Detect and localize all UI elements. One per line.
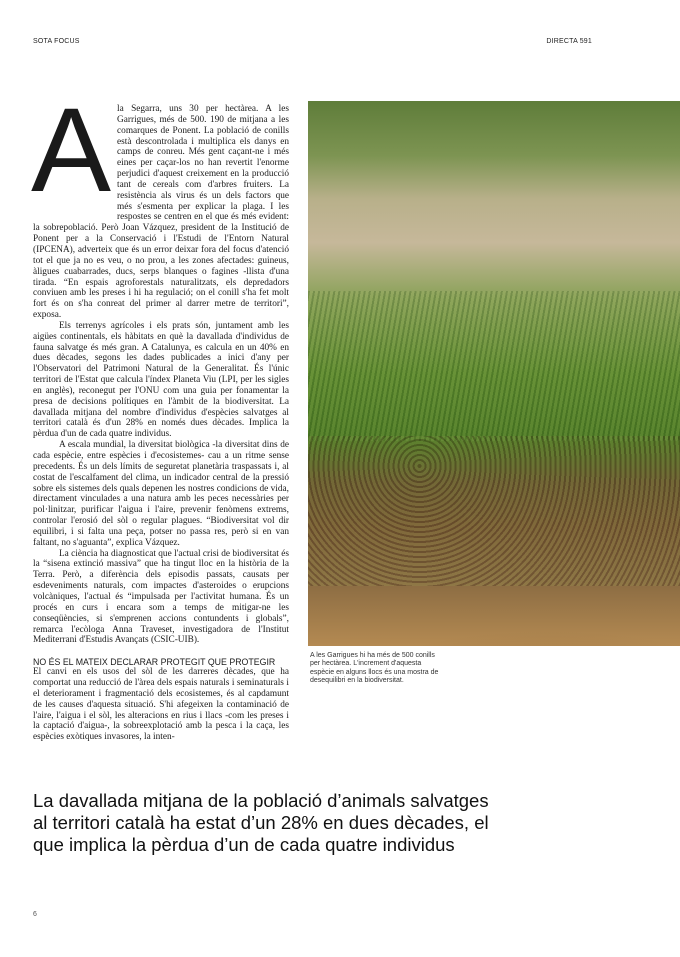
paragraph: El canvi en els usos del sòl de les darreres dècades, que ha comportat una reducció de l'àrea dels espais naturals i seminaturals i el deteriorament i fragmentació dels ecosistemes, és al capdamunt de les causes d'aquesta situació. S'hi afegeixen la contaminació de l'aire, l'aigua i el sòl, les alteracions en rius i llacs -com les preses i la captació d'aigua-, la sobreexplotació amb la pesca i la caça, les espècies exòtiques invasores, la inten- xyxy=(33,667,289,743)
paragraph: A escala mundial, la diversitat biològica -la diversitat dins de cada espècie, entre espècies i d'ecosistemes- cau a un ritme sense precedents. És un dels límits de seguretat planetària traspassats i, al costat de l'escalfament del clima, un indicador central de la pressió sobre els sistemes dels quals depenen les nostres condicions de vida, directament vinculades a una natura amb les peces necessàries per pol·linitzar, purificar l'aigua i l'aire, prevenir fenòmens extrems, controlar l'erosió del sòl o regular plagues. “Biodiversitat vol dir equilibri, i si falta una peça, potser no passa res, però si en van faltant, no s'aguanta”, explica Vázquez. xyxy=(33,440,289,548)
paragraph: Els terrenys agrícoles i els prats són, juntament amb les aigües continentals, els hàbitats en què la davallada d'individus de fauna salvatge és més gran. A Catalunya, es calcula en un 40% en dues dècades, segons les dades publicades a inici d'any per l'Observatori del Patrimoni Natural de la Generalitat. És l'únic territori de l'Estat que calcula l'índex Planeta Viu (LPI, per les sigles en anglès), reconegut per l'ONU com una guia per fonamentar la presa de decisions polítiques en l'àmbit de la biodiversitat. La davallada mitjana del nombre d'individus d'espècies salvatges al territori català és d'un 28% en només dues dècades. Implica la pèrdua d'un de cada quatre individus. xyxy=(33,320,289,440)
pull-quote: La davallada mitjana de la població d’animals salvatges al territori català ha estat d’un 28% en dues dècades, el que implica la pèrdua d’un de cada quatre individus xyxy=(33,790,489,855)
paragraph: la Segarra, uns 30 per hectàrea. A les Garrigues, més de 500. 190 de mitjana a les comarques de Ponent. La població de conills està descontrolada i multiplica els danys en camps de conreu. Més gent caçant-ne i més eines per caçar-los no han revertit l'enorme perjudici d'aquest creixement en la producció tant de cereals com d'arbres fruiters. La resistència als virus és un dels factors que més s'esmenta per explicar la plaga. I les respostes se centren en el que és més evident: la sobrepoblació. Però Joan Vázquez, president de la Institució de Ponent per a la Conservació i l'Estudi de l'Entorn Natural (IPCENA), adverteix que és un error deixar fora del focus d'atenció tot el que ja no es veu, o no prou, a les zones afectades: guineus, àligues cuabarrades, ducs, serps blanques o fagines -llista d'una tirada. “En espais agroforestals naturalitzats, els depredadors conviuen amb les preses i hi ha regulació; on el conill s'ha fet molt fort és on s'ha conreat del primer al darrer metre de territori”, exposa. xyxy=(33,104,289,321)
article-body xyxy=(31,83,289,743)
photo-caption: A les Garrigues hi ha més de 500 conills per hectàrea. L'increment d'aquesta espècie en alguns llocs és una mostra de desequilibri en la biodiversitat. xyxy=(310,652,439,684)
field-photo xyxy=(308,101,680,646)
page-number: 6 xyxy=(33,911,37,918)
grass-texture xyxy=(308,291,680,441)
subheading: NO ÉS EL MATEIX DECLARAR PROTEGIT QUE PROTEGIR xyxy=(33,657,276,668)
soil-texture xyxy=(308,436,680,586)
section-label: SOTA FOCUS xyxy=(33,38,80,45)
publication-label: DIRECTA 591 xyxy=(546,38,592,45)
paragraph: La ciència ha diagnosticat que l'actual crisi de biodiversitat és la “sisena extinció massiva” que ha tingut lloc en la història de la Terra. Però, a diferència dels episodis passats, causats per esdeveniments naturals, com impactes d'asteroides o erupcions volcàniques, l'actual és “impulsada per l'activitat humana. És un procés en curs i encara som a temps de mitigar-ne les conseqüències, si s'emprenen accions contundents i globals”, remarca l'ecòloga Anna Traveset, investigadora de l'Institut Mediterrani d'Estudis Avançats (CSIC-UIB). xyxy=(33,548,289,646)
drop-cap: A xyxy=(31,83,112,217)
